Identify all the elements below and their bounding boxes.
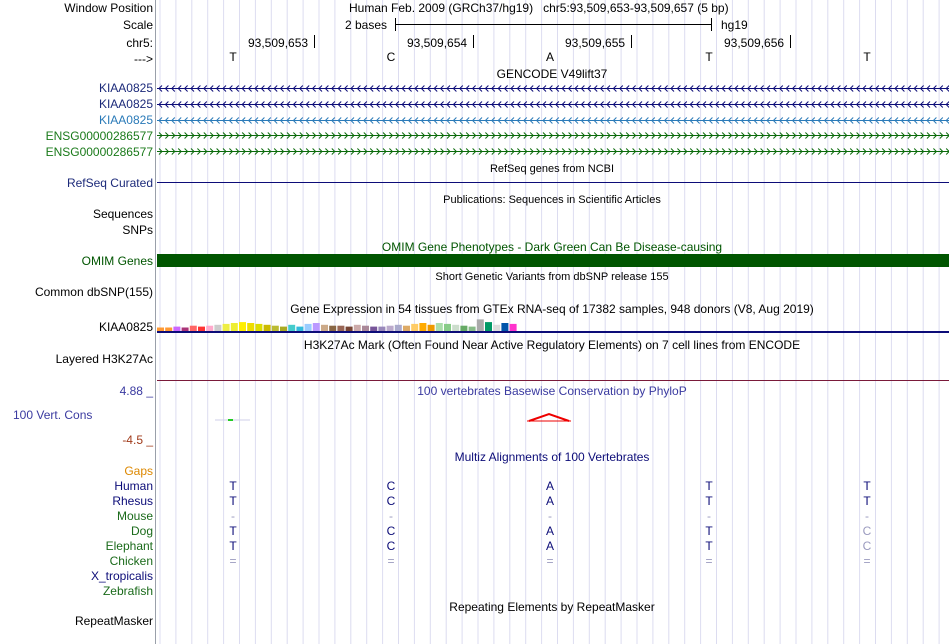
window-position-label: Window Position (64, 1, 153, 15)
gencode-gene-3-line[interactable] (157, 114, 949, 127)
repeatmasker-label[interactable]: RepeatMasker (74, 614, 153, 628)
alignment-base: C (862, 524, 872, 538)
alignment-base: = (229, 554, 237, 568)
species-label-human[interactable]: Human (114, 479, 153, 493)
omim-bar[interactable] (157, 254, 949, 267)
species-label-zebrafish[interactable]: Zebrafish (102, 584, 153, 598)
alignment-base: C (386, 494, 396, 508)
gencode-gene-1-line[interactable] (157, 82, 949, 95)
gencode-gene-5-label[interactable]: ENSG00000286577 (45, 145, 153, 159)
gencode-gene-3-label[interactable]: KIAA0825 (98, 113, 153, 127)
alignment-base: T (229, 479, 237, 493)
alignment-base: T (229, 539, 237, 553)
multiz-gaps-label[interactable]: Gaps (124, 464, 153, 478)
chrom-label: chr5: (126, 36, 153, 50)
alignment-base: T (705, 494, 713, 508)
species-label-mouse[interactable]: Mouse (116, 509, 153, 523)
alignment-base: T (229, 524, 237, 538)
alignment-base: = (705, 554, 713, 568)
base-5: T (863, 50, 871, 64)
gencode-gene-2-label[interactable]: KIAA0825 (98, 97, 153, 111)
phylop-title: 100 vertebrates Basewise Conservation by PhyloP (417, 384, 687, 398)
alignment-base: A (545, 479, 554, 493)
gencode-gene-2-line[interactable] (157, 98, 949, 111)
coord-tick-1 (314, 35, 315, 48)
publications-title: Publications: Sequences in Scientific Articles (443, 194, 661, 206)
gencode-title: GENCODE V49lift37 (496, 67, 608, 81)
refseq-title: RefSeq genes from NCBI (489, 163, 615, 175)
phylop-min: -4.5 _ (122, 433, 153, 447)
strand-label[interactable]: ---> (134, 52, 153, 66)
alignment-base: T (863, 479, 871, 493)
coord-3: 93,509,655 (565, 36, 626, 50)
alignment-base: = (387, 554, 395, 568)
gencode-gene-4-line[interactable] (157, 129, 949, 142)
scale-bar-left-tick (395, 18, 396, 31)
dbsnp-label[interactable]: Common dbSNP(155) (34, 285, 153, 299)
snps-label[interactable]: SNPs (122, 223, 153, 237)
assembly-label: hg19 (721, 18, 748, 32)
publications-label[interactable]: Sequences (92, 207, 153, 221)
scale-bar (395, 24, 711, 25)
coord-2: 93,509,654 (407, 36, 468, 50)
gencode-gene-5-line[interactable] (157, 145, 949, 158)
alignment-base: A (545, 524, 554, 538)
base-2: C (386, 50, 396, 64)
alignment-base: A (545, 494, 554, 508)
species-label-x_tropicalis[interactable]: X_tropicalis (90, 569, 153, 583)
alignment-base: C (386, 524, 396, 538)
multiz-title: Multiz Alignments of 100 Vertebrates (454, 450, 650, 464)
alignment-base: T (705, 479, 713, 493)
base-4: T (705, 50, 713, 64)
coord-tick-4 (790, 35, 791, 48)
alignment-base: - (548, 509, 552, 523)
alignment-base: = (546, 554, 554, 568)
position-text[interactable]: Human Feb. 2009 (GRCh37/hg19) chr5:93,509,653-93,509,657 (5 bp) (349, 1, 729, 15)
coord-1: 93,509,653 (248, 36, 309, 50)
gtex-label[interactable]: KIAA0825 (98, 320, 153, 334)
alignment-base: C (862, 539, 872, 553)
refseq-label[interactable]: RefSeq Curated (66, 176, 153, 190)
coord-tick-3 (631, 35, 632, 48)
alignment-base: - (389, 509, 393, 523)
alignment-base: T (705, 524, 713, 538)
dbsnp-title: Short Genetic Variants from dbSNP release 155 (435, 271, 669, 283)
repeatmasker-title: Repeating Elements by RepeatMasker (449, 600, 655, 614)
alignment-base: T (705, 539, 713, 553)
label-divider (155, 0, 156, 644)
alignment-base: C (386, 539, 396, 553)
gtex-bars[interactable] (157, 314, 557, 332)
phylop-max: 4.88 _ (119, 384, 153, 398)
species-label-elephant[interactable]: Elephant (105, 539, 153, 553)
alignment-base: C (386, 479, 396, 493)
coord-tick-2 (473, 35, 474, 48)
h3k27ac-title: H3K27Ac Mark (Often Found Near Active Regulatory Elements) on 7 cell lines from ENCODE (303, 338, 801, 352)
alignment-base: A (545, 539, 554, 553)
gtex-baseline (157, 331, 949, 333)
alignment-base: = (863, 554, 871, 568)
scale-label: Scale (122, 18, 153, 32)
scale-bar-right-tick (711, 18, 712, 31)
gencode-gene-1-label[interactable]: KIAA0825 (98, 81, 153, 95)
omim-title: OMIM Gene Phenotypes - Dark Green Can Be Disease-causing (381, 240, 723, 254)
phylop-signal[interactable] (157, 410, 949, 424)
base-1: T (229, 50, 237, 64)
scale-bases: 2 bases (345, 18, 388, 32)
species-label-dog[interactable]: Dog (130, 524, 153, 538)
alignment-base: T (229, 494, 237, 508)
phylop-label[interactable]: 100 Vert. Cons (13, 408, 93, 422)
gencode-gene-4-label[interactable]: ENSG00000286577 (45, 129, 153, 143)
gtex-title: Gene Expression in 54 tissues from GTEx RNA-seq of 17382 samples, 948 donors (V8, Aug 2019) (290, 302, 814, 316)
species-label-rhesus[interactable]: Rhesus (112, 494, 153, 508)
omim-label[interactable]: OMIM Genes (81, 254, 153, 268)
alignment-base: T (863, 494, 871, 508)
refseq-line[interactable] (157, 182, 949, 183)
h3k27ac-baseline[interactable] (157, 380, 949, 381)
base-3: A (545, 50, 554, 64)
alignment-base: - (707, 509, 711, 523)
coord-4: 93,509,656 (724, 36, 785, 50)
alignment-base: - (231, 509, 235, 523)
alignment-base: - (865, 509, 869, 523)
species-label-chicken[interactable]: Chicken (109, 554, 153, 568)
h3k27ac-label[interactable]: Layered H3K27Ac (55, 352, 153, 366)
